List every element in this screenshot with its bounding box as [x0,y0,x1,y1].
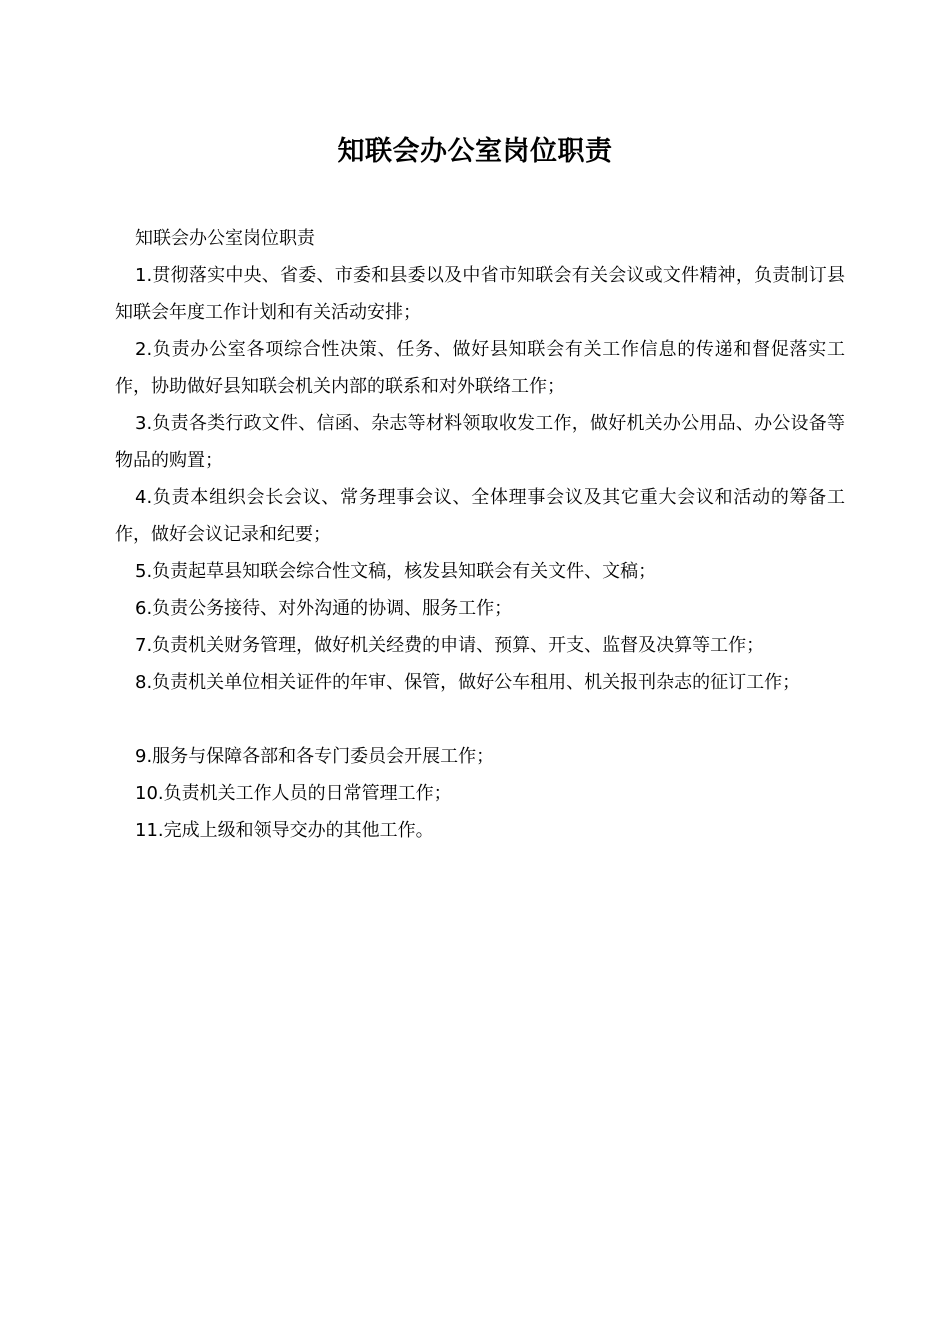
document-subtitle: 知联会办公室岗位职责 [135,228,315,249]
duty-item-2: 2.负责办公室各项综合性决策、任务、做好县知联会有关工作信息的传递和督促落实工作，协助做好县知联会机关内部的联系和对外联络工作； [115,339,845,397]
document-body [115,220,845,849]
duty-item-3: 3.负责各类行政文件、信函、杂志等材料领取收发工作，做好机关办公用品、办公设备等物品的购置； [115,413,845,471]
duty-item-4: 4.负责本组织会长会议、常务理事会议、全体理事会议及其它重大会议和活动的筹备工作，做好会议记录和纪要； [115,487,845,545]
duty-item-5: 5.负责起草县知联会综合性文稿，核发县知联会有关文件、文稿； [135,561,657,582]
duty-item-10: 10.负责机关工作人员的日常管理工作； [135,783,452,804]
document-title: 知联会办公室岗位职责 [337,136,613,167]
duty-item-11: 11.完成上级和领导交办的其他工作。 [135,820,434,841]
duty-item-7: 7.负责机关财务管理，做好机关经费的申请、预算、开支、监督及决算等工作； [135,635,765,656]
duty-item-8: 8.负责机关单位相关证件的年审、保管，做好公车租用、机关报刊杂志的征订工作； [135,672,801,693]
duty-item-6: 6.负责公务接待、对外沟通的协调、服务工作； [135,598,513,619]
duty-item-9: 9.服务与保障各部和各专门委员会开展工作； [135,746,495,767]
duty-item-1: 1.贯彻落实中央、省委、市委和县委以及中省市知联会有关会议或文件精神，负责制订县知联会年度工作计划和有关活动安排； [115,265,845,323]
paragraph-gap [115,701,845,738]
